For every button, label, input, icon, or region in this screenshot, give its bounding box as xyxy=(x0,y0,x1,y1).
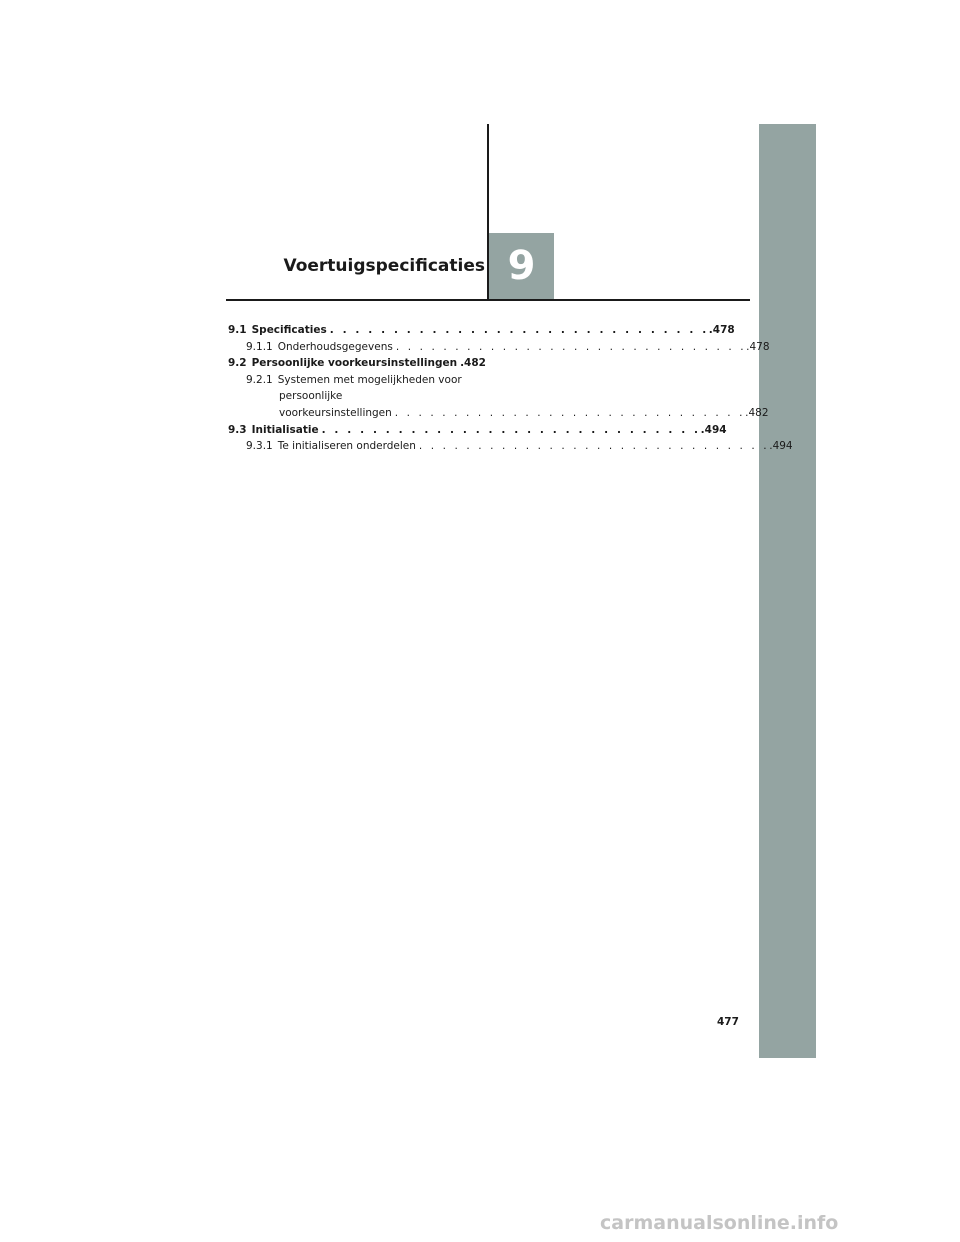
toc-entry-number: 9.2 xyxy=(228,357,247,370)
toc-entry-9-3-1[interactable] xyxy=(228,438,793,455)
toc-entry-title: Persoonlijke voorkeursinstellingen xyxy=(251,357,458,370)
toc-entry-9-3[interactable] xyxy=(228,422,727,439)
toc-entry-number: 9.1 xyxy=(228,324,247,336)
watermark-text: carmanualsonline.info xyxy=(600,1212,839,1234)
toc-leader-dots: . . . . . . . . . . . . . . . . . . . . . . . . . . . . . . xyxy=(329,324,709,336)
toc-leader-dots: . . . . . . . . . . . . . . . . . . . . . . . . . . . . . . xyxy=(418,440,770,453)
toc-entry-page: .494 xyxy=(769,440,793,453)
toc-entry-number: 9.1.1 xyxy=(246,340,273,353)
toc-entry-title-line-2: persoonlijke xyxy=(279,390,343,403)
toc-entry-title-line-1: Systemen met mogelijkheden voor xyxy=(277,373,462,386)
chapter-side-tab xyxy=(759,124,816,1058)
toc-entry-number: 9.3.1 xyxy=(246,440,273,453)
toc-entry-page: .482 xyxy=(745,406,769,419)
toc-entry-page: .482 xyxy=(460,357,486,370)
toc-entry-9-1-1[interactable] xyxy=(228,339,770,356)
chapter-number-box: 9 xyxy=(489,233,554,300)
toc-entry-number: 9.3 xyxy=(228,423,247,436)
toc-leader-dots: . . . . . . . . . . . . . . . . . . . . . . . . . . . . . . xyxy=(394,406,746,419)
toc-entry-title: Initialisatie xyxy=(251,423,319,436)
page-number: 477 xyxy=(717,1016,739,1028)
toc-entry-title: Onderhoudsgegevens xyxy=(277,340,393,353)
toc-entry-page: .478 xyxy=(708,324,735,336)
toc-entry-9-2[interactable] xyxy=(228,355,486,372)
toc-entry-page: .494 xyxy=(700,423,727,436)
toc-entry-9-1[interactable] xyxy=(228,322,735,339)
header-horizontal-rule xyxy=(226,299,750,301)
toc-entry-page: .478 xyxy=(746,340,770,353)
toc-entry-title: Specificaties xyxy=(251,324,327,336)
chapter-title: Voertuigspecificaties xyxy=(283,256,485,276)
toc-leader-dots: . . . . . . . . . . . . . . . . . . . . . . . . . . . . . . xyxy=(321,423,701,436)
toc-entry-9-2-1[interactable] xyxy=(228,372,769,422)
toc-entry-title-line-3: voorkeursinstellingen xyxy=(279,406,392,419)
toc-entry-number: 9.2.1 xyxy=(246,373,273,386)
toc-leader-dots: . . . . . . . . . . . . . . . . . . . . . . . . . . . . . . xyxy=(395,340,747,353)
table-of-contents xyxy=(228,322,793,455)
toc-entry-title: Te initialiseren onderdelen xyxy=(277,440,416,453)
